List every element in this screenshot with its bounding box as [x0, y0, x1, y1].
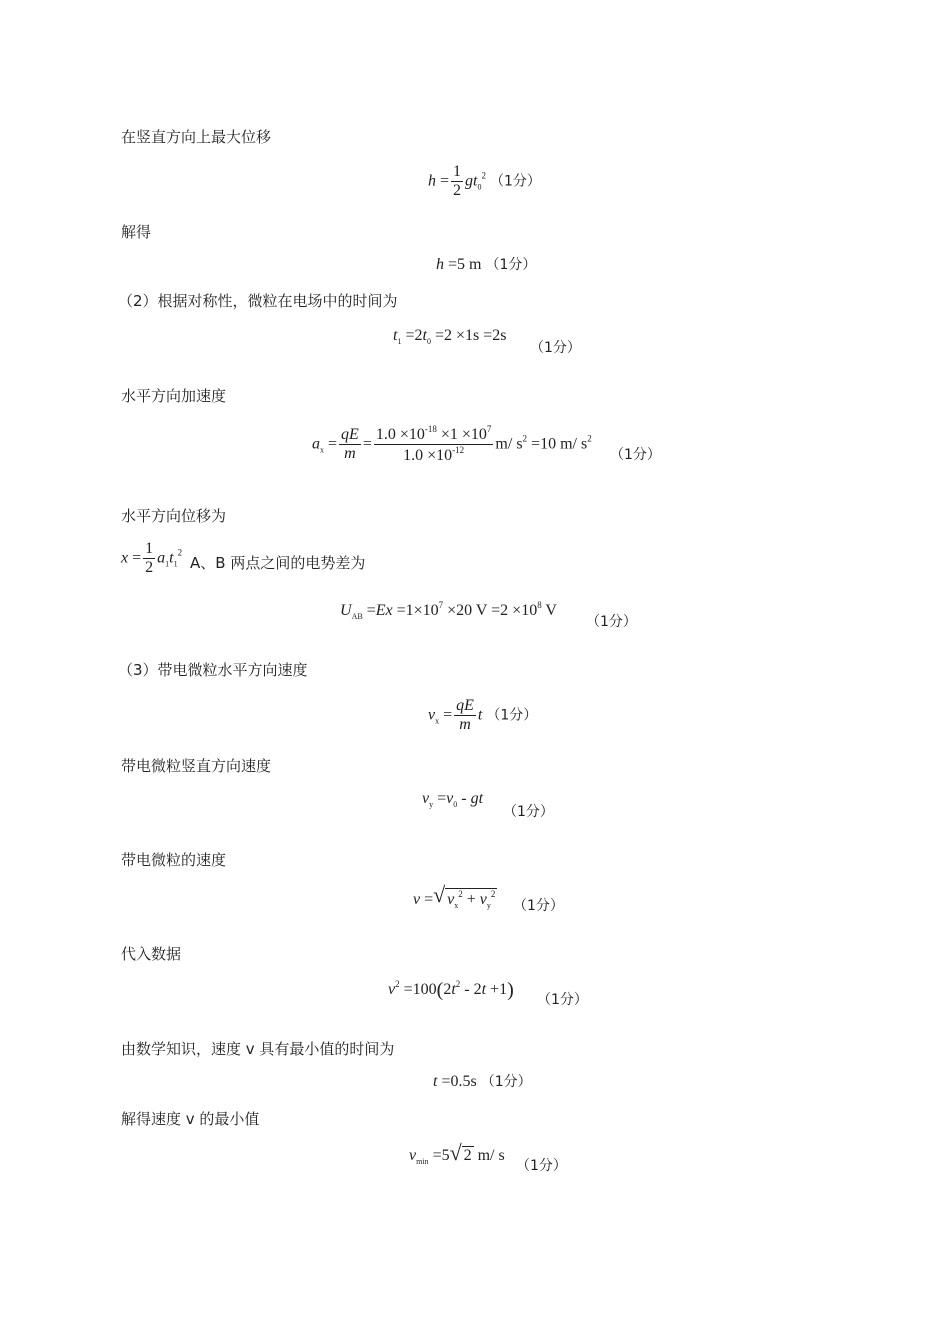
text-line: 带电微粒竖直方向速度 — [121, 757, 272, 775]
equation-vy: $v_y =v_0$ - gt — [422, 790, 484, 809]
text-line: A、B 两点之间的电势差为 — [190, 554, 366, 572]
score-label: （1分） — [513, 898, 564, 914]
text-line: 水平方向位移为 — [121, 507, 227, 525]
equation-uab: $U_{AB} =Ex =1\times 10^7 \times 20$ $V =2 \times 10^8$ V — [340, 600, 557, 621]
text-line: （3）带电微粒水平方向速度 — [118, 661, 308, 679]
score-label: （1分） — [486, 707, 538, 724]
text-line: 代入数据 — [121, 945, 182, 963]
text-line: 水平方向加速度 — [121, 387, 227, 405]
score-label: （1分） — [610, 447, 661, 463]
score-label: （1分） — [530, 340, 581, 356]
equation-h-value: h =5 m （1分） — [436, 256, 537, 273]
text-line: 解得 — [121, 223, 152, 241]
equation-t-min: t =0.5s （1分） — [433, 1073, 532, 1090]
text-line: 解得速度 v 的最小值 — [121, 1110, 260, 1128]
score-label: （1分） — [516, 1158, 567, 1174]
equation-ax: $a_x$ = $\frac{qE}{m}$ = $\frac{1.0 \times 10^{-18} \times 1 \times 10^7}{1.0 \times 10^{-12}}$ m/ $s^2 =10$ m/ $s^2$ — [312, 424, 592, 465]
equation-h: h = $\frac{1}{2}$ $gt_0^2$ （1分） — [428, 163, 541, 200]
text-line: 带电微粒的速度 — [121, 851, 227, 869]
score-label: （1分） — [489, 173, 541, 190]
text-line: （2）根据对称性，微粒在电场中的时间为 — [118, 292, 398, 310]
equation-v: v = √ $v_x^2 + v_y^2$ — [413, 882, 496, 910]
score-label: （1分） — [537, 992, 588, 1008]
equation-t1: $t_1 =2t_0 =2 \times 1s =2s$ — [393, 327, 507, 346]
score-label: （1分） — [503, 804, 554, 820]
equation-vx: $v_x$ = $\frac{qE}{m}$ t （1分） — [428, 697, 538, 734]
text-line: 由数学知识，速度 v 具有最小值的时间为 — [121, 1040, 395, 1058]
text-line: 在竖直方向上最大位移 — [121, 128, 272, 146]
score-label: （1分） — [485, 257, 537, 273]
equation-v-min: $v_{min} =5$ √ 2 m/ s — [409, 1140, 505, 1166]
equation-x: x = $\frac{1}{2}$ $a_1t_1^2$ — [121, 540, 183, 577]
score-label: （1分） — [586, 614, 637, 630]
score-label: （1分） — [480, 1074, 532, 1090]
equation-v-squared: $v^2 =100(2t^2 - 2t +1)$ — [388, 979, 514, 1001]
